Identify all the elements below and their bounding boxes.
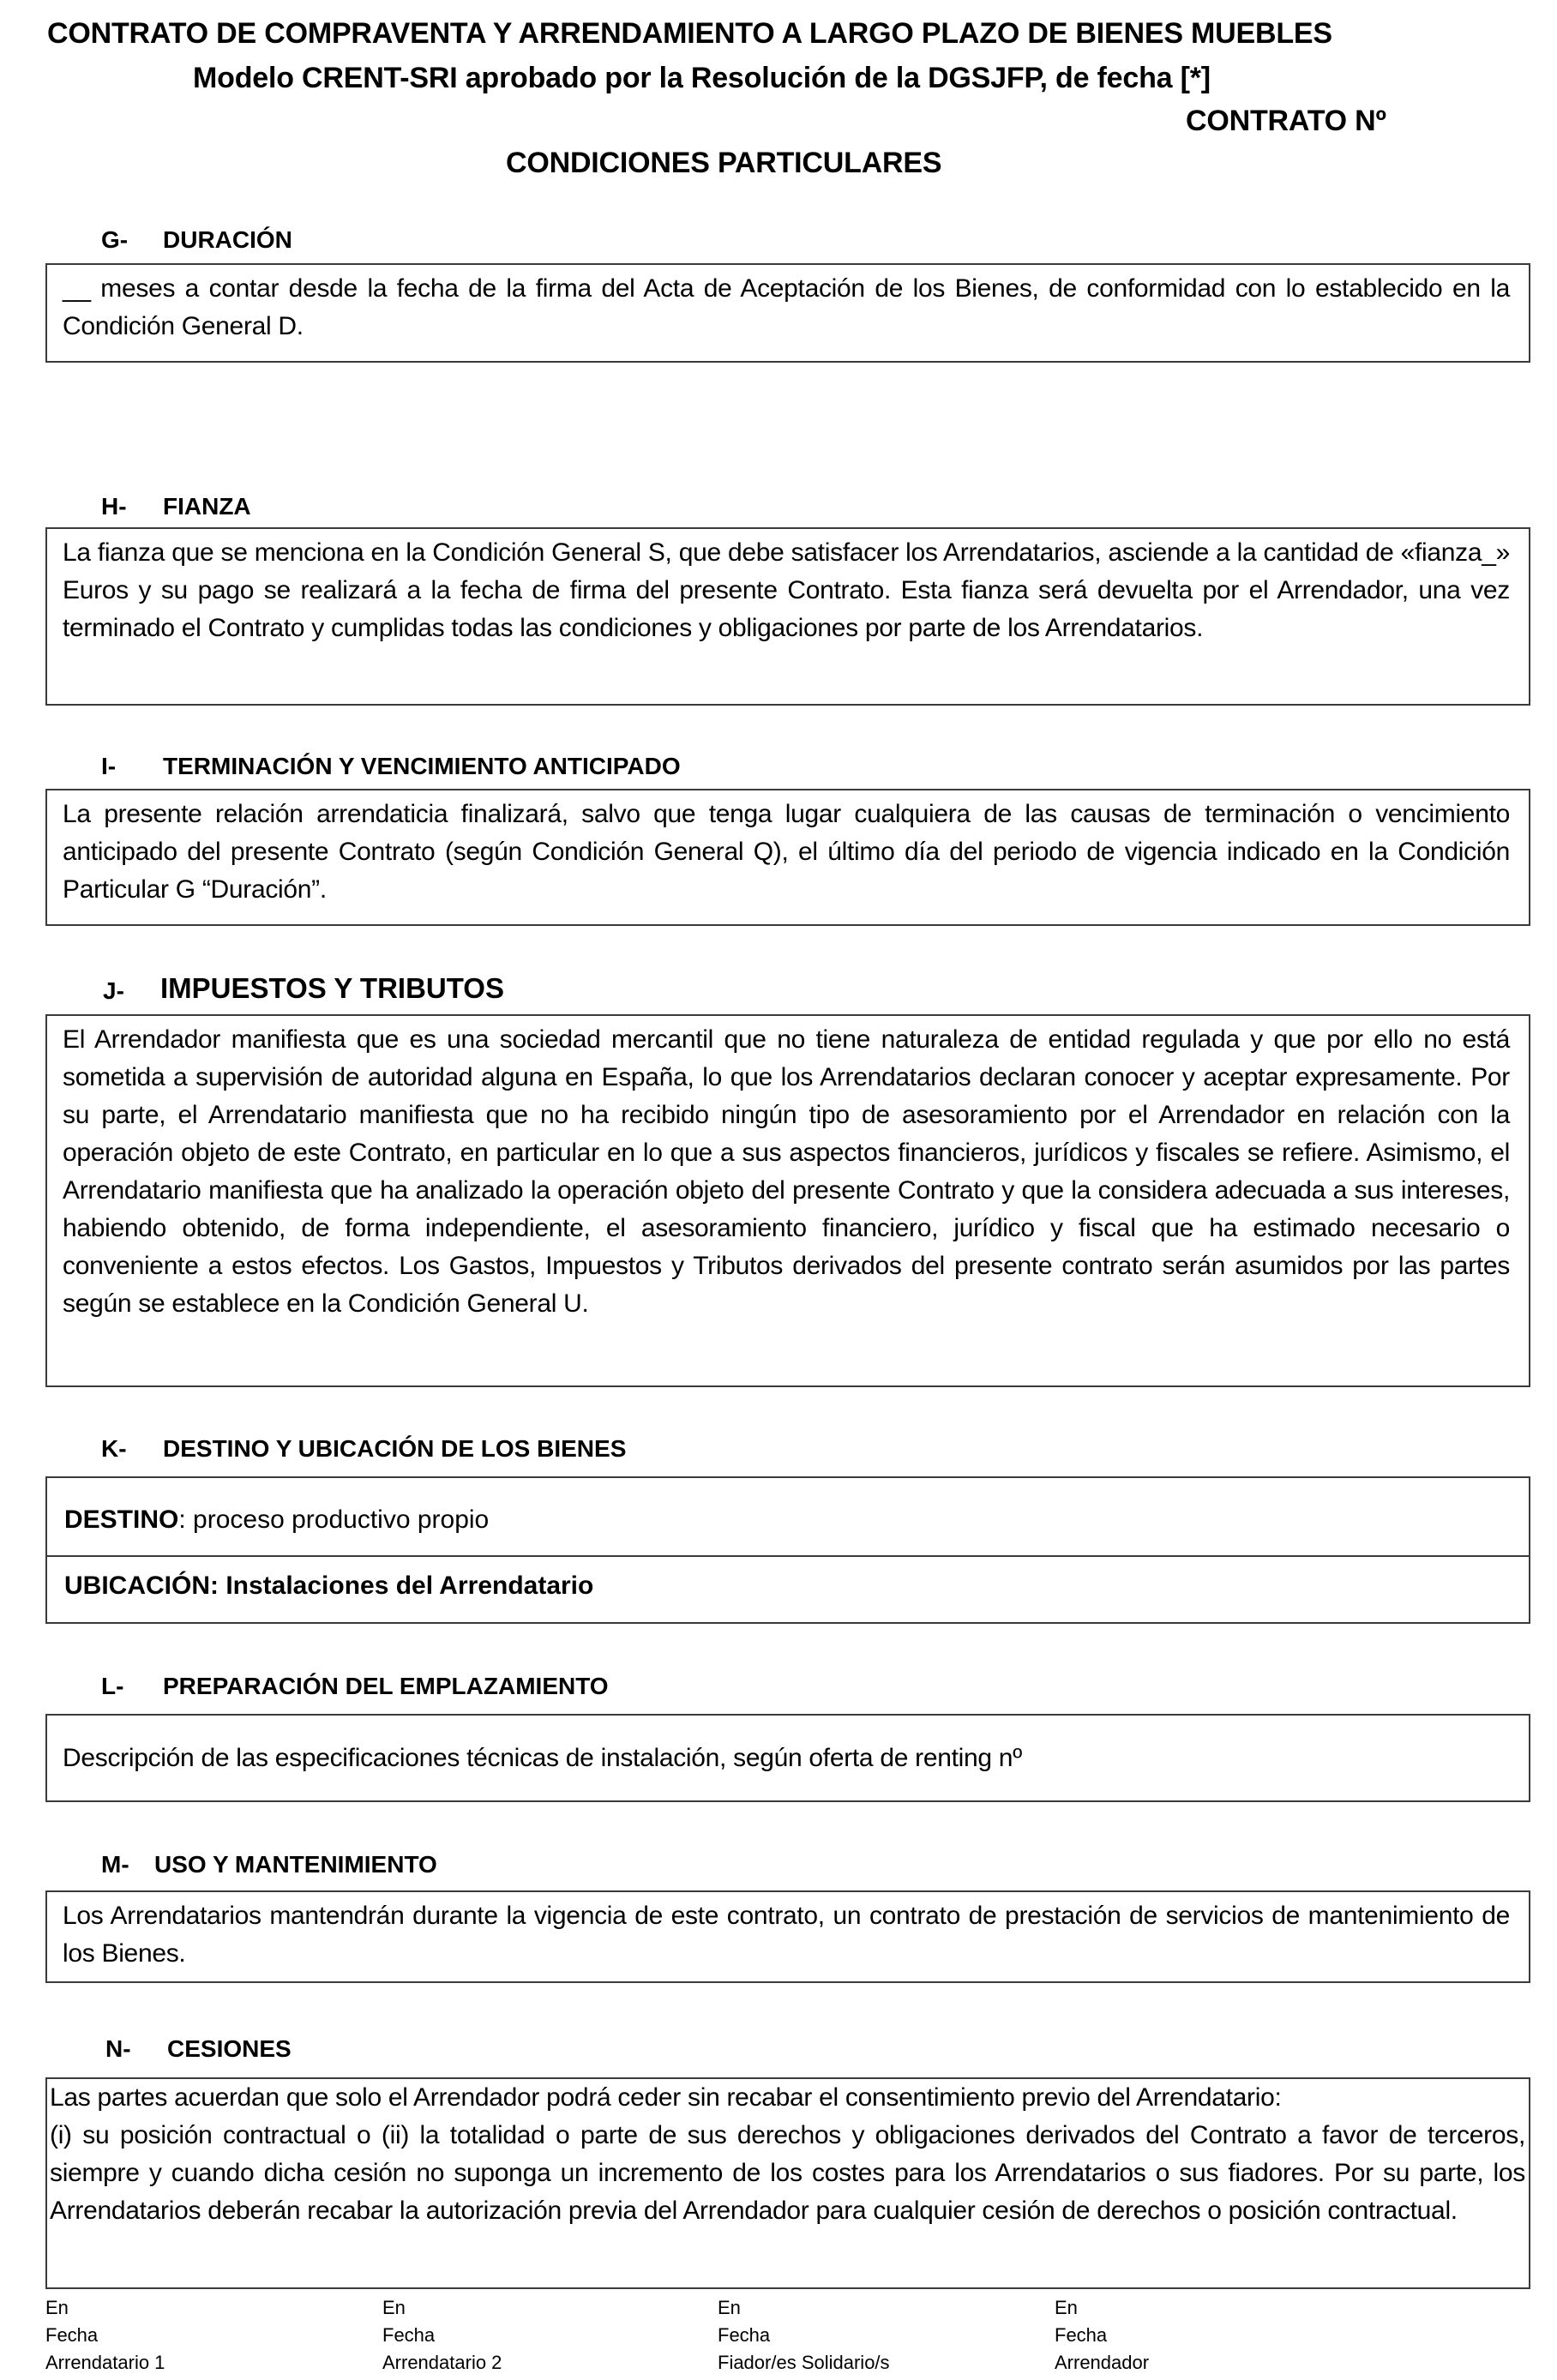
section-m-box [45,1890,1530,1983]
signature-date: Fecha [382,2324,436,2346]
signature-date: Fecha [718,2324,771,2346]
signature-party: Fiador/es Solidario/s [718,2352,890,2373]
signature-place: En [382,2297,406,2318]
signature-block-arrendador [1055,2294,1149,2377]
contract-number-label: CONTRATO Nº [1186,105,1386,137]
section-h-box [45,527,1530,706]
section-n-line1: Las partes acuerdan que solo el Arrendador podrá ceder sin recabar el consentimiento previo del Arrendatario: [50,2083,1282,2112]
section-j-letter: J- [103,977,124,1004]
section-g-text: __ meses a contar desde la fecha de la firma del Acta de Aceptación de los Bienes, de conformidad con lo establecido en la Condición General D. [63,274,1510,340]
signature-place: En [718,2297,741,2318]
destino-value: : proceso productivo propio [178,1506,490,1534]
section-k-letter: K- [101,1435,127,1462]
signature-place: En [1055,2297,1078,2318]
signature-block-arrendatario-2 [382,2294,502,2377]
section-g-title: DURACIÓN [163,226,292,253]
section-l-letter: L- [101,1673,124,1699]
section-g-letter: G- [101,226,129,253]
section-g-box [45,263,1530,363]
section-n-letter: N- [105,2035,131,2062]
signature-date: Fecha [45,2324,99,2346]
signature-block-fiador [718,2294,890,2377]
document-subtitle: Modelo CRENT-SRI aprobado por la Resolución de la DGSJFP, de fecha [*] [193,62,1211,94]
section-i-text: La presente relación arrendaticia finalizará, salvo que tenga lugar cualquiera de las causas de terminación o vencimiento anticipado del presente Contrato (según Condición General Q), el último día del periodo de vigencia indicado en la Condición Particular G “Duración”. [63,800,1510,904]
signature-date: Fecha [1055,2324,1108,2346]
document-title: CONTRATO DE COMPRAVENTA Y ARRENDAMIENTO A LARGO PLAZO DE BIENES MUEBLES [47,17,1332,50]
section-h-text: La fianza que se menciona en la Condición General S, que debe satisfacer los Arrendatarios, asciende a la cantidad de «fianza_» Euros y su pago se realizará a la fecha de firma del presente Contrato. Esta fianza será devuelta por el Arrendador, una vez terminado el Contrato y cumplidas todas las condiciones y obligaciones por parte de los Arrendatarios. [63,538,1510,642]
section-m-letter: M- [101,1851,129,1878]
section-k-title: DESTINO Y UBICACIÓN DE LOS BIENES [163,1435,627,1462]
section-h-title: FIANZA [163,493,251,520]
section-n-text: (i) su posición contractual o (ii) la totalidad o parte de sus derechos y obligaciones derivados del Contrato a favor de terceros, siempre y cuando dicha cesión no suponga un incremento de los costes para los Arrendatarios o sus fiadores. Por su parte, los Arrendatarios deberán recabar la autorización previa del Arrendador para cualquier cesión de derechos o posición contractual. [50,2121,1525,2225]
section-n-title: CESIONES [167,2035,292,2062]
section-n-box [45,2077,1530,2289]
section-l-title: PREPARACIÓN DEL EMPLAZAMIENTO [163,1673,609,1699]
section-k-box [45,1476,1530,1624]
section-l-text: Descripción de las especificaciones técnicas de instalación, según oferta de renting nº [63,1744,1022,1772]
section-j-text: El Arrendador manifiesta que es una sociedad mercantil que no tiene naturaleza de entidad regulada y que por ello no está sometida a supervisión de autoridad alguna en España, lo que los Arrendatarios declaran conocer y aceptar expresamente. Por su parte, el Arrendatario manifiesta que no ha recibido ningún tipo de asesoramiento por el Arrendador en relación con la operación objeto de este Contrato, en particular en lo que a sus aspectos financieros, jurídicos y fiscales se refiere. Asimismo, el Arrendatario manifiesta que ha analizado la operación objeto del presente Contrato y que la considera adecuada a sus intereses, habiendo obtenido, de forma independiente, el asesoramiento financiero, jurídico y fiscal que ha estimado necesario o conveniente a estos efectos. Los Gastos, Impuestos y Tributos derivados del presente contrato serán asumidos por las partes según se establece en la Condición General U. [63,1025,1510,1318]
section-i-letter: I- [101,753,117,779]
section-title: CONDICIONES PARTICULARES [506,147,942,179]
section-j-box [45,1014,1530,1387]
section-j-title: IMPUESTOS Y TRIBUTOS [160,972,504,1004]
section-m-text: Los Arrendatarios mantendrán durante la vigencia de este contrato, un contrato de prestación de servicios de mantenimiento de los Bienes. [63,1902,1510,1968]
signature-party: Arrendador [1055,2352,1150,2373]
destino-label: DESTINO [64,1506,179,1534]
section-i-title: TERMINACIÓN Y VENCIMIENTO ANTICIPADO [163,753,681,779]
signature-block-arrendatario-1 [45,2294,165,2377]
signature-party: Arrendatario 1 [45,2352,165,2373]
ubicacion-line: UBICACIÓN: Instalaciones del Arrendatario [64,1572,594,1600]
destino-line [64,1503,489,1537]
section-l-box [45,1714,1530,1802]
section-m-title: USO Y MANTENIMIENTO [154,1851,437,1878]
signature-place: En [45,2297,69,2318]
section-i-box [45,789,1530,926]
signature-party: Arrendatario 2 [382,2352,502,2373]
k-row-divider [47,1555,1529,1557]
section-h-letter: H- [101,493,127,520]
